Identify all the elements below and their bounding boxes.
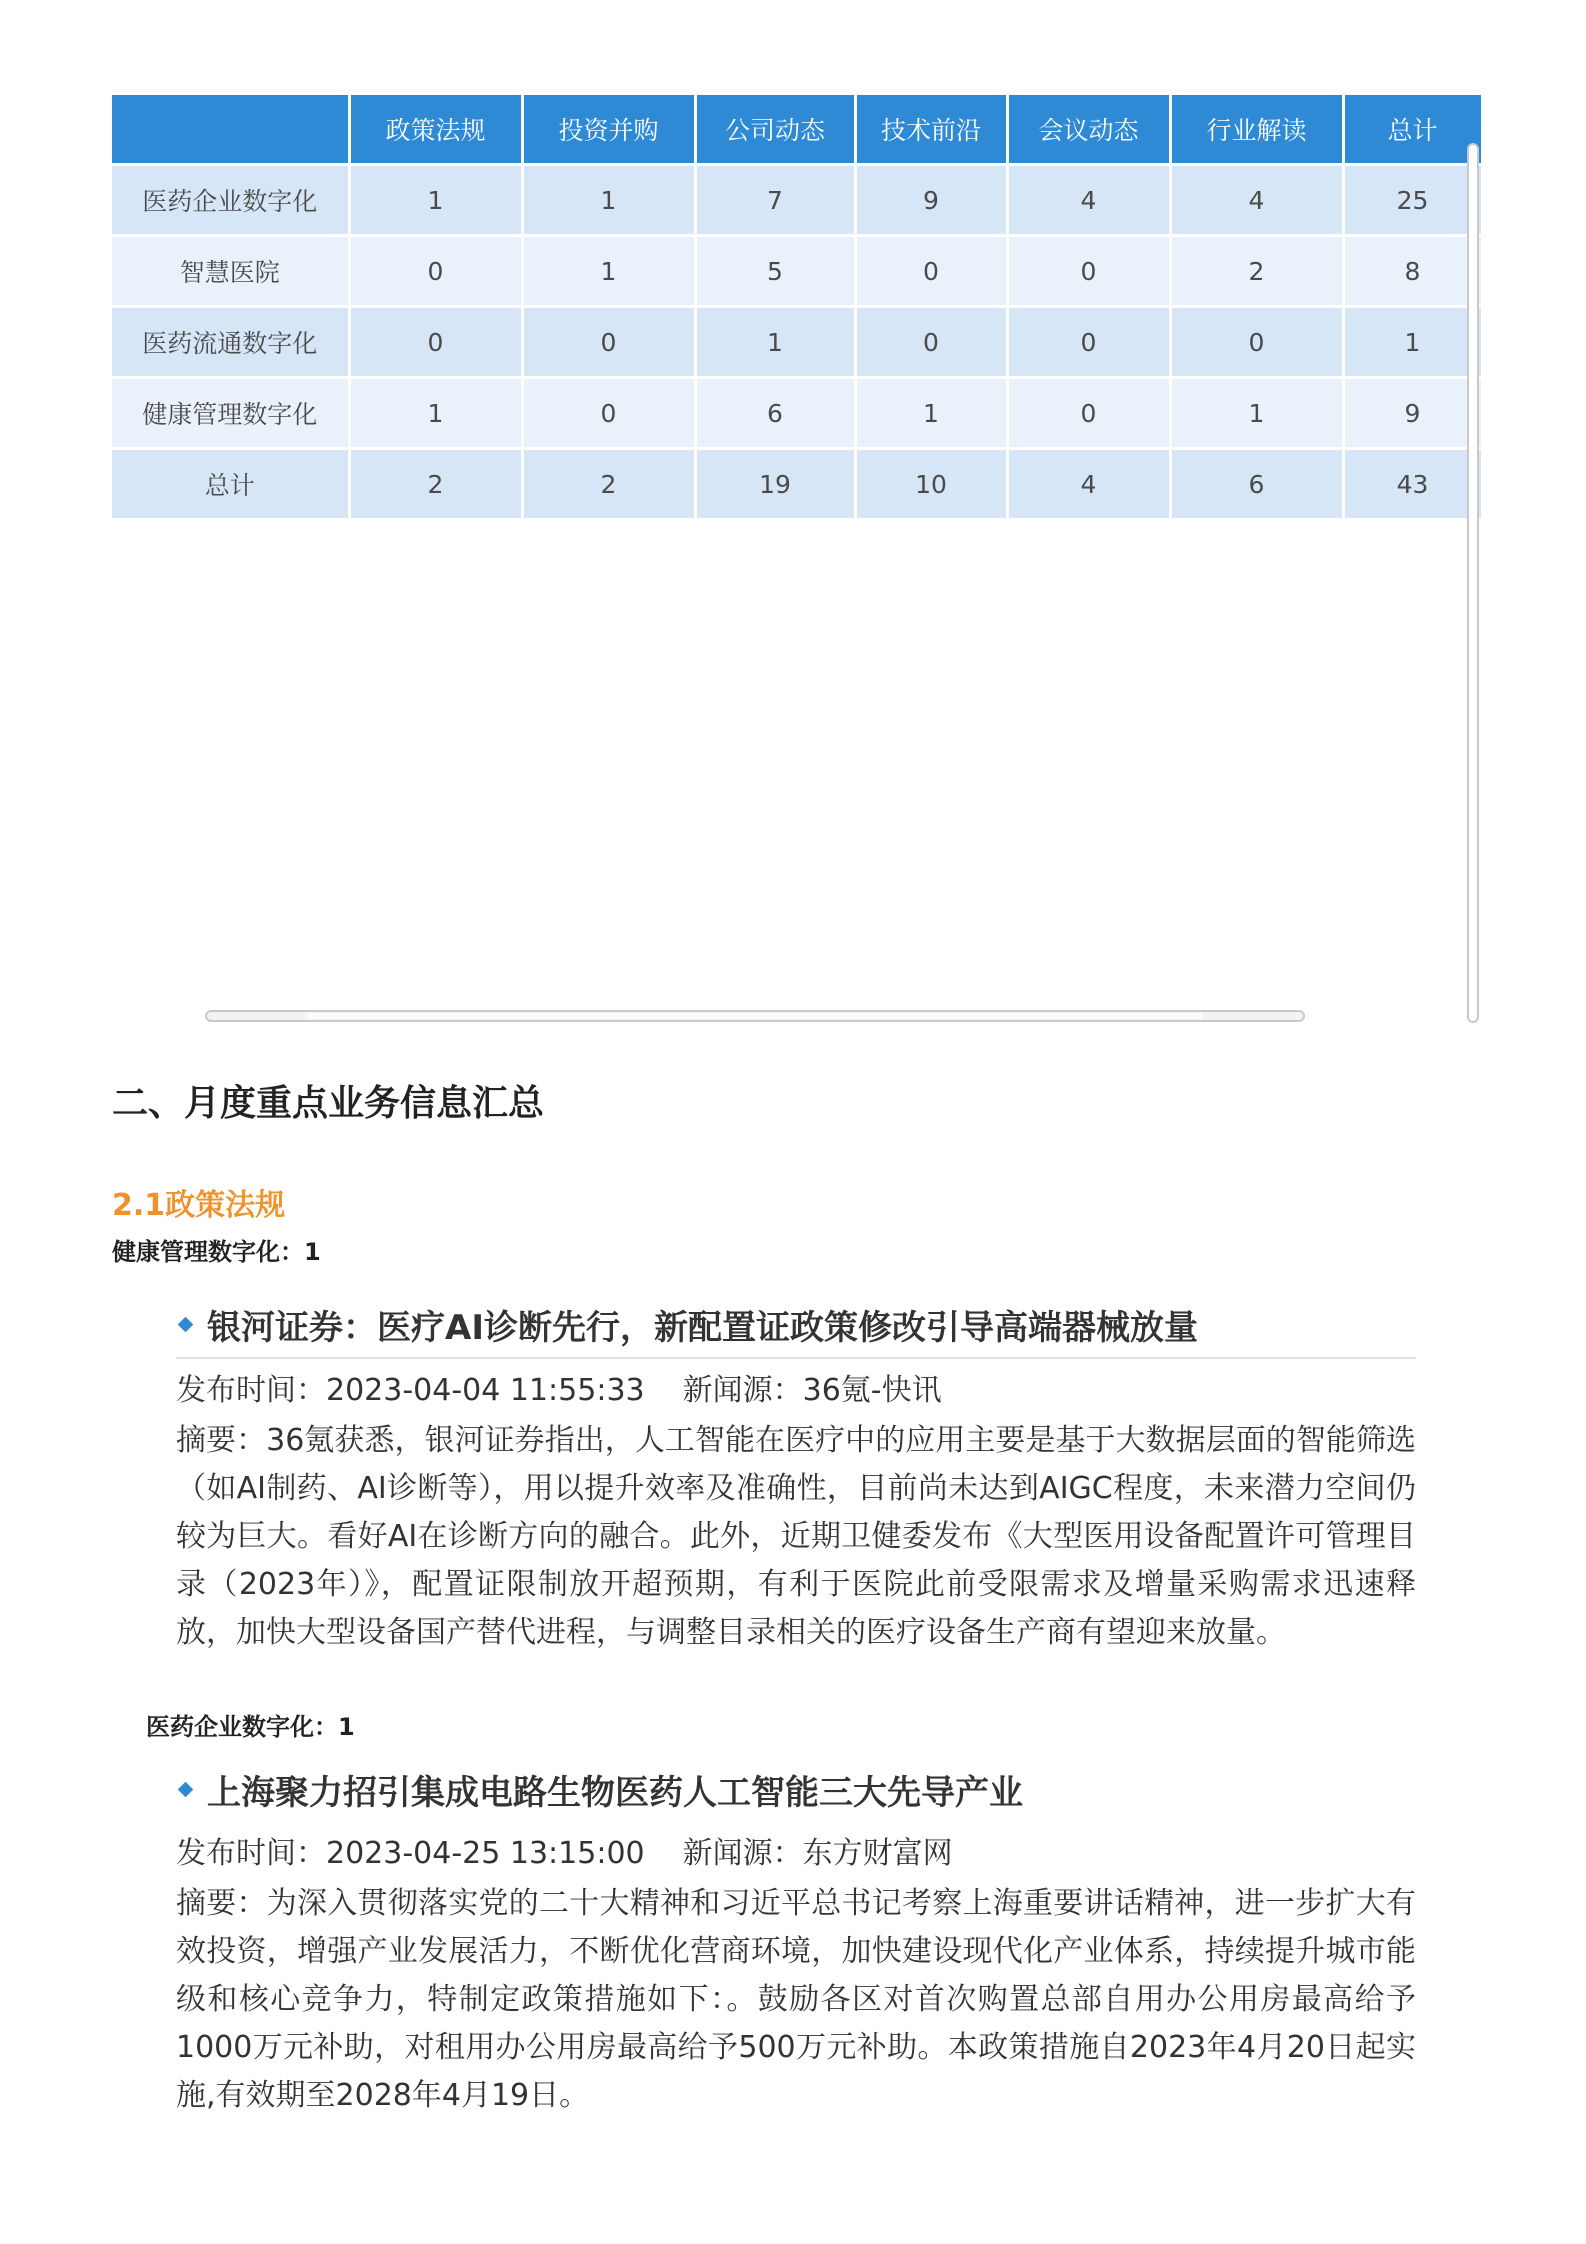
- publish-time: 发布时间：2023-04-25 13:15:00: [176, 1836, 645, 1871]
- header-cell: 公司动态: [695, 95, 855, 165]
- table-row: [112, 307, 1482, 378]
- header-cell: 会议动态: [1007, 95, 1170, 165]
- table-cell: 19: [695, 449, 855, 519]
- table-cell: 0: [1007, 307, 1170, 378]
- table-cell: 7: [695, 165, 855, 236]
- section-title: 二、月度重点业务信息汇总: [112, 1083, 545, 1124]
- article-title-row: [176, 1300, 1416, 1349]
- table-cell: 1: [349, 378, 522, 449]
- table-cell: 5: [695, 236, 855, 307]
- table-cell: 1: [1170, 378, 1343, 449]
- header-cell: 行业解读: [1170, 95, 1343, 165]
- table-cell: 0: [855, 236, 1007, 307]
- table-cell: 1: [522, 236, 695, 307]
- news-article: [176, 1765, 1416, 2120]
- article-meta: [176, 1365, 1416, 1409]
- article-summary: 摘要：36氪获悉，银河证券指出，人工智能在医疗中的应用主要是基于大数据层面的智能筛选（如AI制药、AI诊断等），用以提升效率及准确性，目前尚未达到AIGC程度，未来潜力空间仍较为巨大。看好AI在诊断方向的融合。此外，近期卫健委发布《大型医用设备配置许可管理目录（2023年）》，配置证限制放开超预期，有利于医院此前受限需求及增量采购需求迅速释放，加快大型设备国产替代进程，与调整目录相关的医疗设备生产商有望迎来放量。: [176, 1423, 1416, 1650]
- table-cell: 9: [1343, 378, 1482, 449]
- article-meta: [176, 1828, 1416, 1872]
- row-label: 总计: [112, 449, 349, 519]
- table-row: [112, 236, 1482, 307]
- table-cell: 2: [349, 449, 522, 519]
- table-cell: 6: [695, 378, 855, 449]
- subsection-title: 2.1政策法规: [112, 1188, 286, 1223]
- table-cell: 4: [1170, 165, 1343, 236]
- article-title[interactable]: 上海聚力招引集成电路生物医药人工智能三大先导产业: [207, 1773, 1023, 1813]
- table-cell: 2: [522, 449, 695, 519]
- table-cell: 1: [695, 307, 855, 378]
- table-cell: 0: [522, 307, 695, 378]
- row-label: 健康管理数字化: [112, 378, 349, 449]
- news-article: [176, 1300, 1416, 1657]
- table-cell: 0: [1007, 378, 1170, 449]
- table-cell: 1: [855, 378, 1007, 449]
- table-row: [112, 378, 1482, 449]
- statistics-table: [112, 95, 1484, 518]
- horizontal-scrollbar-thumb[interactable]: [307, 1013, 1203, 1019]
- title-divider: [176, 1357, 1416, 1359]
- publish-time: 发布时间：2023-04-04 11:55:33: [176, 1373, 645, 1408]
- row-label: 智慧医院: [112, 236, 349, 307]
- table-cell: 43: [1343, 449, 1482, 519]
- category-label: 医药企业数字化：1: [146, 1713, 355, 1741]
- header-cell: 技术前沿: [855, 95, 1007, 165]
- table-cell: 8: [1343, 236, 1482, 307]
- table-cell: 1: [349, 165, 522, 236]
- table-cell: 6: [1170, 449, 1343, 519]
- table-cell: 1: [1343, 307, 1482, 378]
- table-cell: 4: [1007, 449, 1170, 519]
- table-cell: 0: [1170, 307, 1343, 378]
- table-cell: 0: [855, 307, 1007, 378]
- table-row: [112, 165, 1482, 236]
- table-total-row: [112, 449, 1482, 519]
- diamond-bullet-icon: [178, 1317, 194, 1333]
- vertical-scrollbar[interactable]: [1467, 143, 1479, 1023]
- header-cell: [112, 95, 349, 165]
- article-summary: 摘要：为深入贯彻落实党的二十大精神和习近平总书记考察上海重要讲话精神，进一步扩大有效投资，增强产业发展活力，不断优化营商环境，加快建设现代化产业体系，持续提升城市能级和核心竞争力，特制定政策措施如下：。鼓励各区对首次购置总部自用办公用房最高给予1000万元补助，对租用办公用房最高给予500万元补助。本政策措施自2023年4月20日起实施,有效期至2028年4月19日。: [176, 1886, 1416, 2113]
- horizontal-scrollbar[interactable]: [205, 1010, 1305, 1022]
- row-label: 医药企业数字化: [112, 165, 349, 236]
- table-cell: 1: [522, 165, 695, 236]
- table-cell: 2: [1170, 236, 1343, 307]
- table-cell: 25: [1343, 165, 1482, 236]
- table-cell: 0: [1007, 236, 1170, 307]
- article-title[interactable]: 银河证券：医疗AI诊断先行，新配置证政策修改引导高端器械放量: [207, 1308, 1198, 1348]
- diamond-bullet-icon: [178, 1782, 194, 1798]
- news-source: 新闻源：东方财富网: [682, 1836, 953, 1871]
- table-cell: 0: [522, 378, 695, 449]
- header-cell: 投资并购: [522, 95, 695, 165]
- header-cell: 总计: [1343, 95, 1482, 165]
- table-cell: 0: [349, 307, 522, 378]
- table-cell: 10: [855, 449, 1007, 519]
- table-header-row: [112, 95, 1482, 165]
- table-cell: 9: [855, 165, 1007, 236]
- header-cell: 政策法规: [349, 95, 522, 165]
- category-label: 健康管理数字化：1: [112, 1238, 321, 1266]
- table-cell: 0: [349, 236, 522, 307]
- news-source: 新闻源：36氪-快讯: [682, 1373, 942, 1408]
- row-label: 医药流通数字化: [112, 307, 349, 378]
- article-title-row: [176, 1765, 1416, 1814]
- table-cell: 4: [1007, 165, 1170, 236]
